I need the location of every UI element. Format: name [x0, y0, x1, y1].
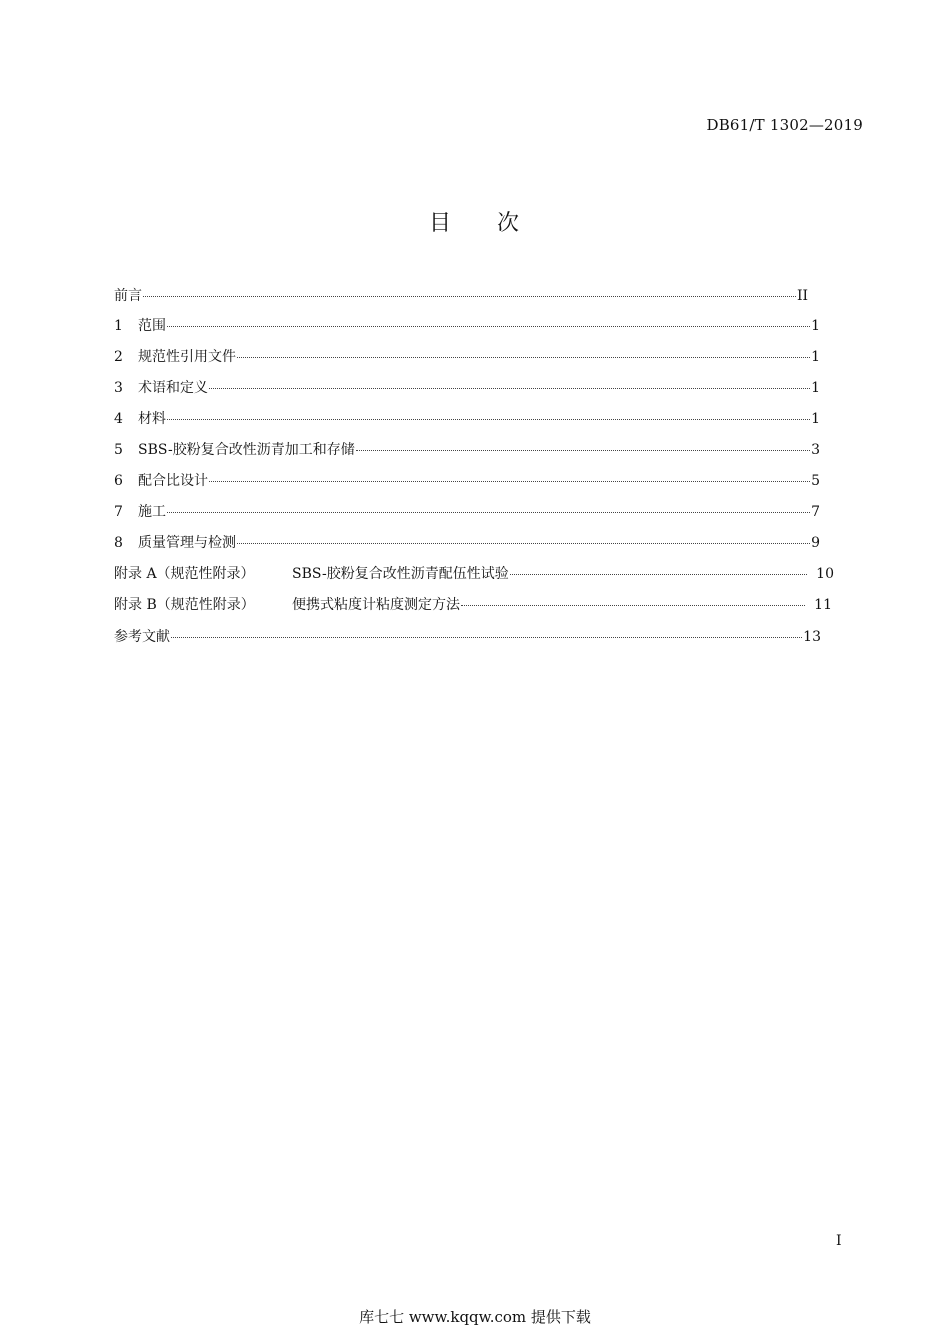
download-watermark: 库七七 www.kqqw.com 提供下载 — [359, 1308, 591, 1326]
toc-label: 配合比设计 — [138, 473, 208, 489]
dot-leader — [237, 542, 810, 544]
toc-label: SBS-胶粉复合改性沥青加工和存储 — [138, 442, 355, 458]
toc-page: 1 — [811, 380, 820, 396]
toc-entry-section-5[interactable] — [114, 439, 820, 461]
toc-label: 参考文献 — [114, 629, 170, 645]
toc-entry-section-8[interactable] — [114, 532, 820, 554]
toc-entry-section-2[interactable] — [114, 346, 820, 368]
toc-label: 质量管理与检测 — [138, 535, 236, 551]
toc-page: 13 — [803, 629, 821, 645]
toc-page: 10 — [816, 566, 834, 582]
toc-label: 施工 — [138, 504, 166, 520]
toc-entry-section-6[interactable] — [114, 470, 820, 492]
dot-leader — [167, 418, 810, 420]
toc-entry-appendix-a[interactable] — [114, 563, 834, 585]
page-title — [0, 206, 950, 237]
toc-page: 5 — [811, 473, 820, 489]
toc-label: SBS-胶粉复合改性沥青配伍性试验 — [292, 566, 509, 582]
toc-number: 1 — [114, 318, 123, 334]
toc-number: 6 — [114, 473, 123, 489]
toc-page: 11 — [814, 597, 832, 613]
toc-entry-appendix-b[interactable] — [114, 594, 832, 616]
toc-page: 1 — [811, 411, 820, 427]
toc-appendix-prefix: 附录 B（规范性附录） — [114, 597, 255, 613]
toc-label: 规范性引用文件 — [138, 349, 236, 365]
toc-page: 7 — [811, 504, 820, 520]
toc-page: 1 — [811, 318, 820, 334]
dot-leader — [461, 604, 805, 606]
toc-number: 2 — [114, 349, 123, 365]
dot-leader — [510, 573, 807, 575]
dot-leader — [143, 295, 796, 297]
dot-leader — [209, 480, 810, 482]
dot-leader — [356, 449, 810, 451]
toc-entry-section-4[interactable] — [114, 408, 820, 430]
toc-page: II — [796, 288, 808, 304]
toc-appendix-prefix: 附录 A（规范性附录） — [114, 566, 255, 582]
toc-label: 术语和定义 — [138, 380, 208, 396]
toc-number: 3 — [114, 380, 123, 396]
toc-number: 4 — [114, 411, 123, 427]
dot-leader — [167, 511, 810, 513]
toc-page: 3 — [811, 442, 820, 458]
toc-entry-section-3[interactable] — [114, 377, 820, 399]
toc-entry-section-1[interactable] — [114, 315, 820, 337]
toc-entry-section-7[interactable] — [114, 501, 820, 523]
page-number: I — [836, 1233, 842, 1249]
dot-leader — [171, 636, 802, 638]
toc-label: 材料 — [138, 411, 166, 427]
toc-number: 7 — [114, 504, 123, 520]
dot-leader — [209, 387, 810, 389]
toc-number: 5 — [114, 442, 123, 458]
toc-label: 便携式粘度计粘度测定方法 — [292, 597, 460, 613]
dot-leader — [237, 356, 810, 358]
toc-page: 9 — [811, 535, 820, 551]
title-char-2: 次 — [497, 211, 522, 236]
title-char-1: 目 — [428, 211, 453, 236]
toc-entry-references[interactable] — [114, 626, 821, 648]
toc-label: 范围 — [138, 318, 166, 334]
toc-page: 1 — [811, 349, 820, 365]
toc-entry-preface[interactable] — [114, 285, 808, 307]
toc-label: 前言 — [114, 288, 142, 304]
toc-number: 8 — [114, 535, 123, 551]
standard-code: DB61/T 1302—2019 — [706, 116, 863, 134]
dot-leader — [167, 325, 810, 327]
